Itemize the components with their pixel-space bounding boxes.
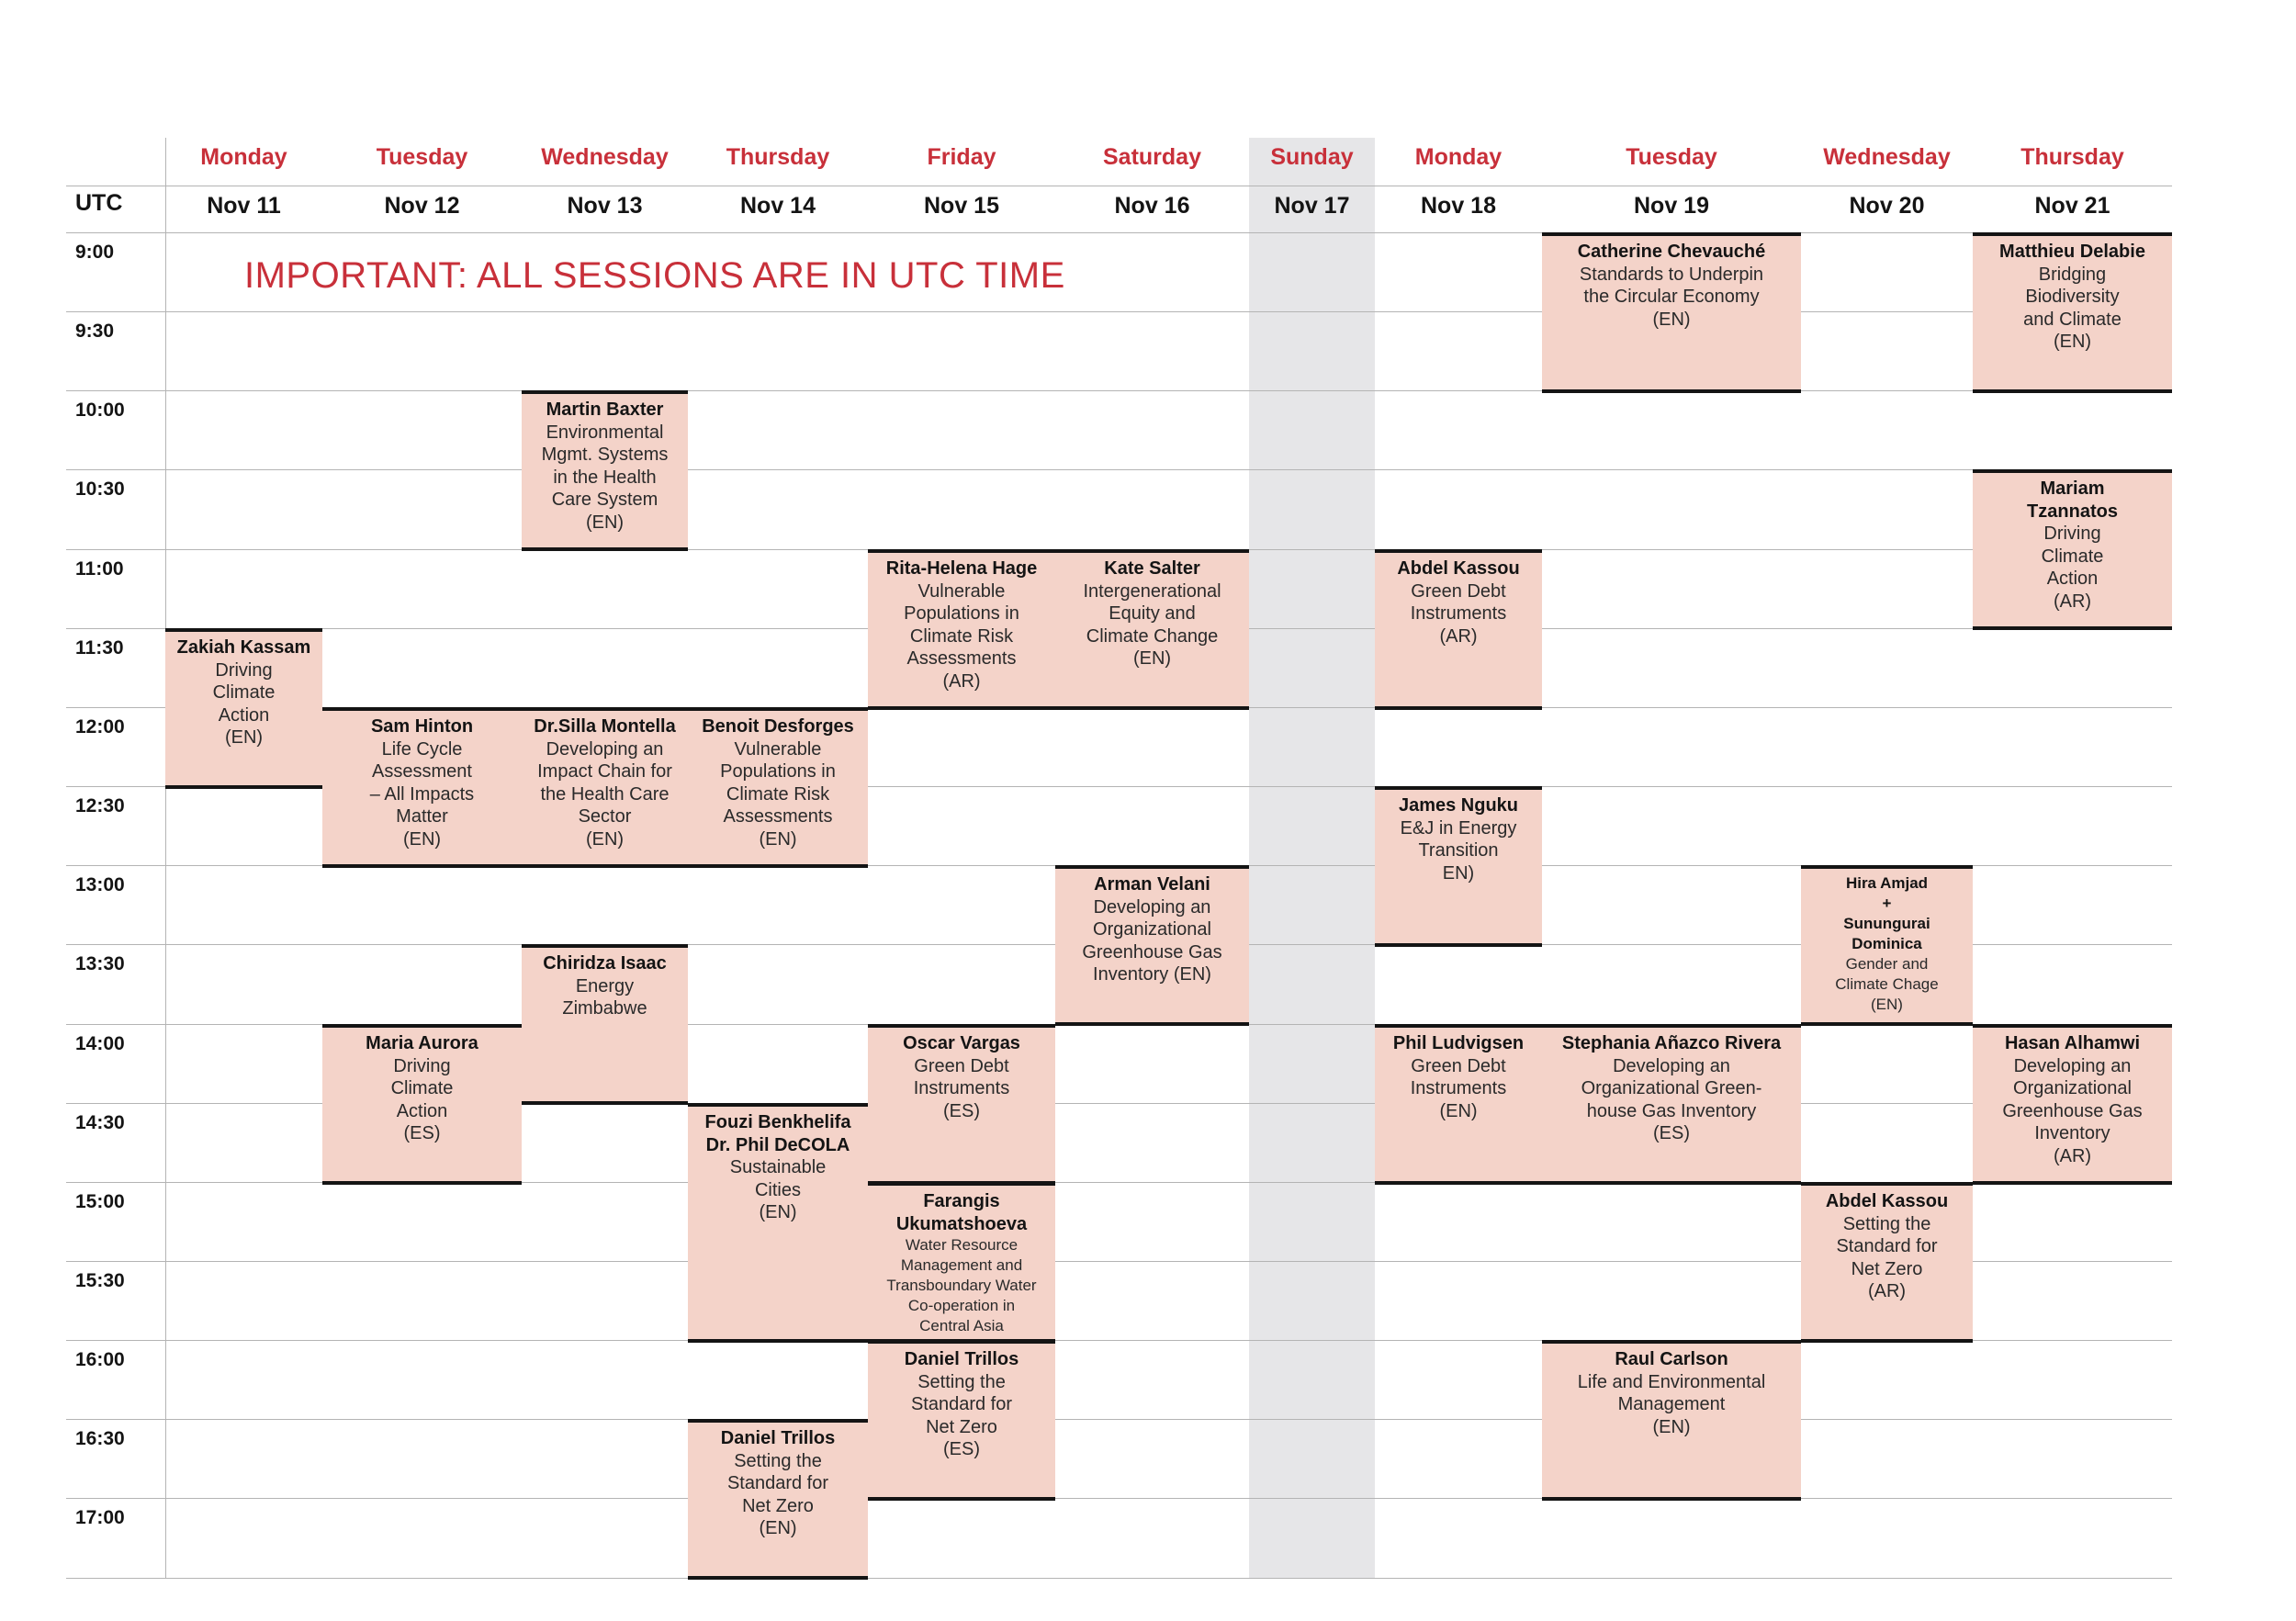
time-column-divider [165,138,166,1578]
day-date: Nov 19 [1634,193,1709,219]
time-label: 12:00 [75,715,125,737]
session-title: Driving Climate Action (EN) [212,659,276,748]
day-name: Tuesday [1626,144,1717,170]
time-label: 11:30 [75,636,124,659]
session-title: E&J in Energy Transition EN) [1400,817,1517,884]
session-speaker: Hira Amjad + Sunungurai Dominica [1843,874,1930,952]
session-title: Green Debt Instruments (AR) [1410,580,1507,647]
day-date: Nov 13 [567,193,643,219]
session-block [1542,232,1801,393]
session-block [688,707,868,868]
session-block [868,549,1055,710]
day-name: Thursday [2020,144,2124,170]
time-label: 13:00 [75,874,125,896]
session-title: Life Cycle Assessment – All Impacts Matter (EN) [369,738,475,850]
time-label: 13:30 [75,953,125,975]
session-title: Energy Zimbabwe [562,975,647,1019]
session-title: Developing an Organizational Greenhouse Gas Inventory (EN) [1082,896,1222,985]
day-date: Nov 20 [1849,193,1925,219]
day-date: Nov 18 [1421,193,1496,219]
session-block [322,707,522,868]
session-speaker: Oscar Vargas [903,1033,1020,1053]
time-row-line [66,469,2172,470]
session-title: Driving Climate Action (AR) [2041,523,2104,612]
session-block [1375,549,1542,710]
session-block [868,1340,1055,1501]
session-speaker: Benoit Desforges [702,716,854,737]
session-title: Setting the Standard for Net Zero (ES) [910,1371,1013,1459]
day-name: Saturday [1103,144,1201,170]
session-speaker: Arman Velani [1094,874,1210,895]
day-name: Thursday [726,144,830,170]
time-label: 15:00 [75,1190,125,1212]
time-label: 10:00 [75,400,125,422]
session-speaker: Mariam Tzannatos [2027,478,2118,522]
session-speaker: Dr.Silla Montella [534,716,676,737]
day-name: Sunday [1270,144,1354,170]
day-name: Wednesday [1823,144,1951,170]
session-block [165,628,322,789]
session-block [1973,232,2172,393]
session-block [1055,865,1249,1026]
session-title: Developing an Organizational Green- house Gas Inventory (ES) [1581,1055,1762,1143]
session-speaker: Sam Hinton [370,716,474,737]
header-bottom-line [66,232,2172,233]
session-title: Vulnerable Populations in Climate Risk Assessments (EN) [720,738,836,850]
session-title: Green Debt Instruments (ES) [913,1055,1010,1121]
session-title: Gender and Climate Chage (EN) [1835,955,1939,1013]
day-date: Nov 14 [740,193,816,219]
session-speaker: Martin Baxter [546,400,664,420]
session-block [1801,865,1973,1026]
day-date: Nov 21 [2034,193,2110,219]
day-date: Nov 16 [1114,193,1190,219]
session-speaker: Abdel Kassou [1397,558,1520,579]
session-speaker: Hasan Alhamwi [2004,1033,2141,1053]
session-block [1542,1024,1801,1185]
session-speaker: Fouzi Benkhelifa Dr. Phil DeCOLA [704,1112,851,1155]
day-name: Tuesday [376,144,468,170]
session-speaker: Abdel Kassou [1825,1191,1949,1211]
session-speaker: Catherine Chevauché [1577,242,1766,262]
session-title: Developing an Organizational Greenhouse Gas Inventory (AR) [2002,1055,2143,1166]
session-block [868,1024,1055,1185]
time-row-line [66,390,2172,391]
time-label: 9:00 [75,242,115,263]
session-title: Intergenerational Equity and Climate Change (EN) [1083,580,1221,669]
session-speaker: Daniel Trillos [720,1428,836,1448]
session-title: Bridging Biodiversity and Climate (EN) [2023,264,2122,352]
day-name: Monday [200,144,287,170]
day-name: Wednesday [541,144,669,170]
time-row-line [66,1498,2172,1499]
session-block [322,1024,522,1185]
time-label: 17:00 [75,1507,125,1529]
session-title: Setting the Standard for Net Zero (EN) [726,1450,829,1538]
time-label: 14:00 [75,1032,125,1054]
session-speaker: Farangis Ukumatshoeva [895,1191,1028,1234]
session-block [1542,1340,1801,1501]
day-name: Friday [927,144,996,170]
session-block [868,1182,1055,1343]
utc-column-label: UTC [75,190,123,216]
session-speaker: Daniel Trillos [904,1349,1019,1369]
day-name: Monday [1414,144,1503,170]
session-speaker: Rita-Helena Hage [885,558,1038,579]
session-speaker: Chiridza Isaac [543,953,667,974]
session-speaker: Phil Ludvigsen [1392,1033,1525,1053]
session-title: Setting the Standard for Net Zero (AR) [1836,1213,1938,1301]
session-block [522,390,688,551]
session-block [522,707,688,868]
session-title: Standards to Underpin the Circular Economy (EN) [1579,264,1764,330]
session-title: Sustainable Cities (EN) [729,1157,827,1222]
day-date: Nov 17 [1274,193,1350,219]
session-speaker: Zakiah Kassam [176,637,311,658]
session-speaker: Matthieu Delabie [1999,242,2145,262]
session-block [1375,786,1542,947]
time-label: 16:30 [75,1428,125,1450]
session-block [688,1103,868,1343]
session-title: Environmental Mgmt. Systems in the Health Care System (EN) [541,422,669,533]
session-title: Vulnerable Populations in Climate Risk Assessments (AR) [904,580,1019,692]
time-row-line [66,311,2172,312]
session-speaker: Maria Aurora [366,1033,478,1053]
day-date: Nov 12 [384,193,460,219]
session-title: Water Resource Management and Transboundary Water Co-operation in Central Asia [886,1236,1037,1334]
sunday-column-shade [1249,138,1375,1578]
session-block [1973,1024,2172,1185]
time-label: 16:00 [75,1349,125,1371]
session-speaker: Kate Salter [1104,558,1200,579]
time-label: 10:30 [75,478,125,501]
session-block [688,1419,868,1580]
session-speaker: Raul Carlson [1615,1349,1728,1369]
utc-notice: IMPORTANT: ALL SESSIONS ARE IN UTC TIME [244,255,1065,296]
session-speaker: James Nguku [1398,795,1519,816]
time-label: 15:30 [75,1269,125,1291]
session-block [1055,549,1249,710]
day-date: Nov 15 [924,193,999,219]
time-label: 12:30 [75,795,125,817]
time-label: 9:30 [75,321,115,343]
session-block [1801,1182,1973,1343]
session-title: Green Debt Instruments (EN) [1410,1055,1507,1121]
session-block [522,944,688,1105]
time-label: 14:30 [75,1111,125,1133]
day-date: Nov 11 [207,193,281,219]
time-label: 11:00 [75,557,124,580]
session-title: Life and Environmental Management (EN) [1577,1371,1766,1437]
session-title: Driving Climate Action (ES) [390,1055,454,1143]
session-block [1375,1024,1542,1185]
session-block [1973,469,2172,630]
session-title: Developing an Impact Chain for the Health Care Sector (EN) [537,738,672,850]
session-speaker: Stephania Añazco Rivera [1561,1033,1782,1053]
time-row-line [66,1419,2172,1420]
time-row-line [66,1578,2172,1579]
